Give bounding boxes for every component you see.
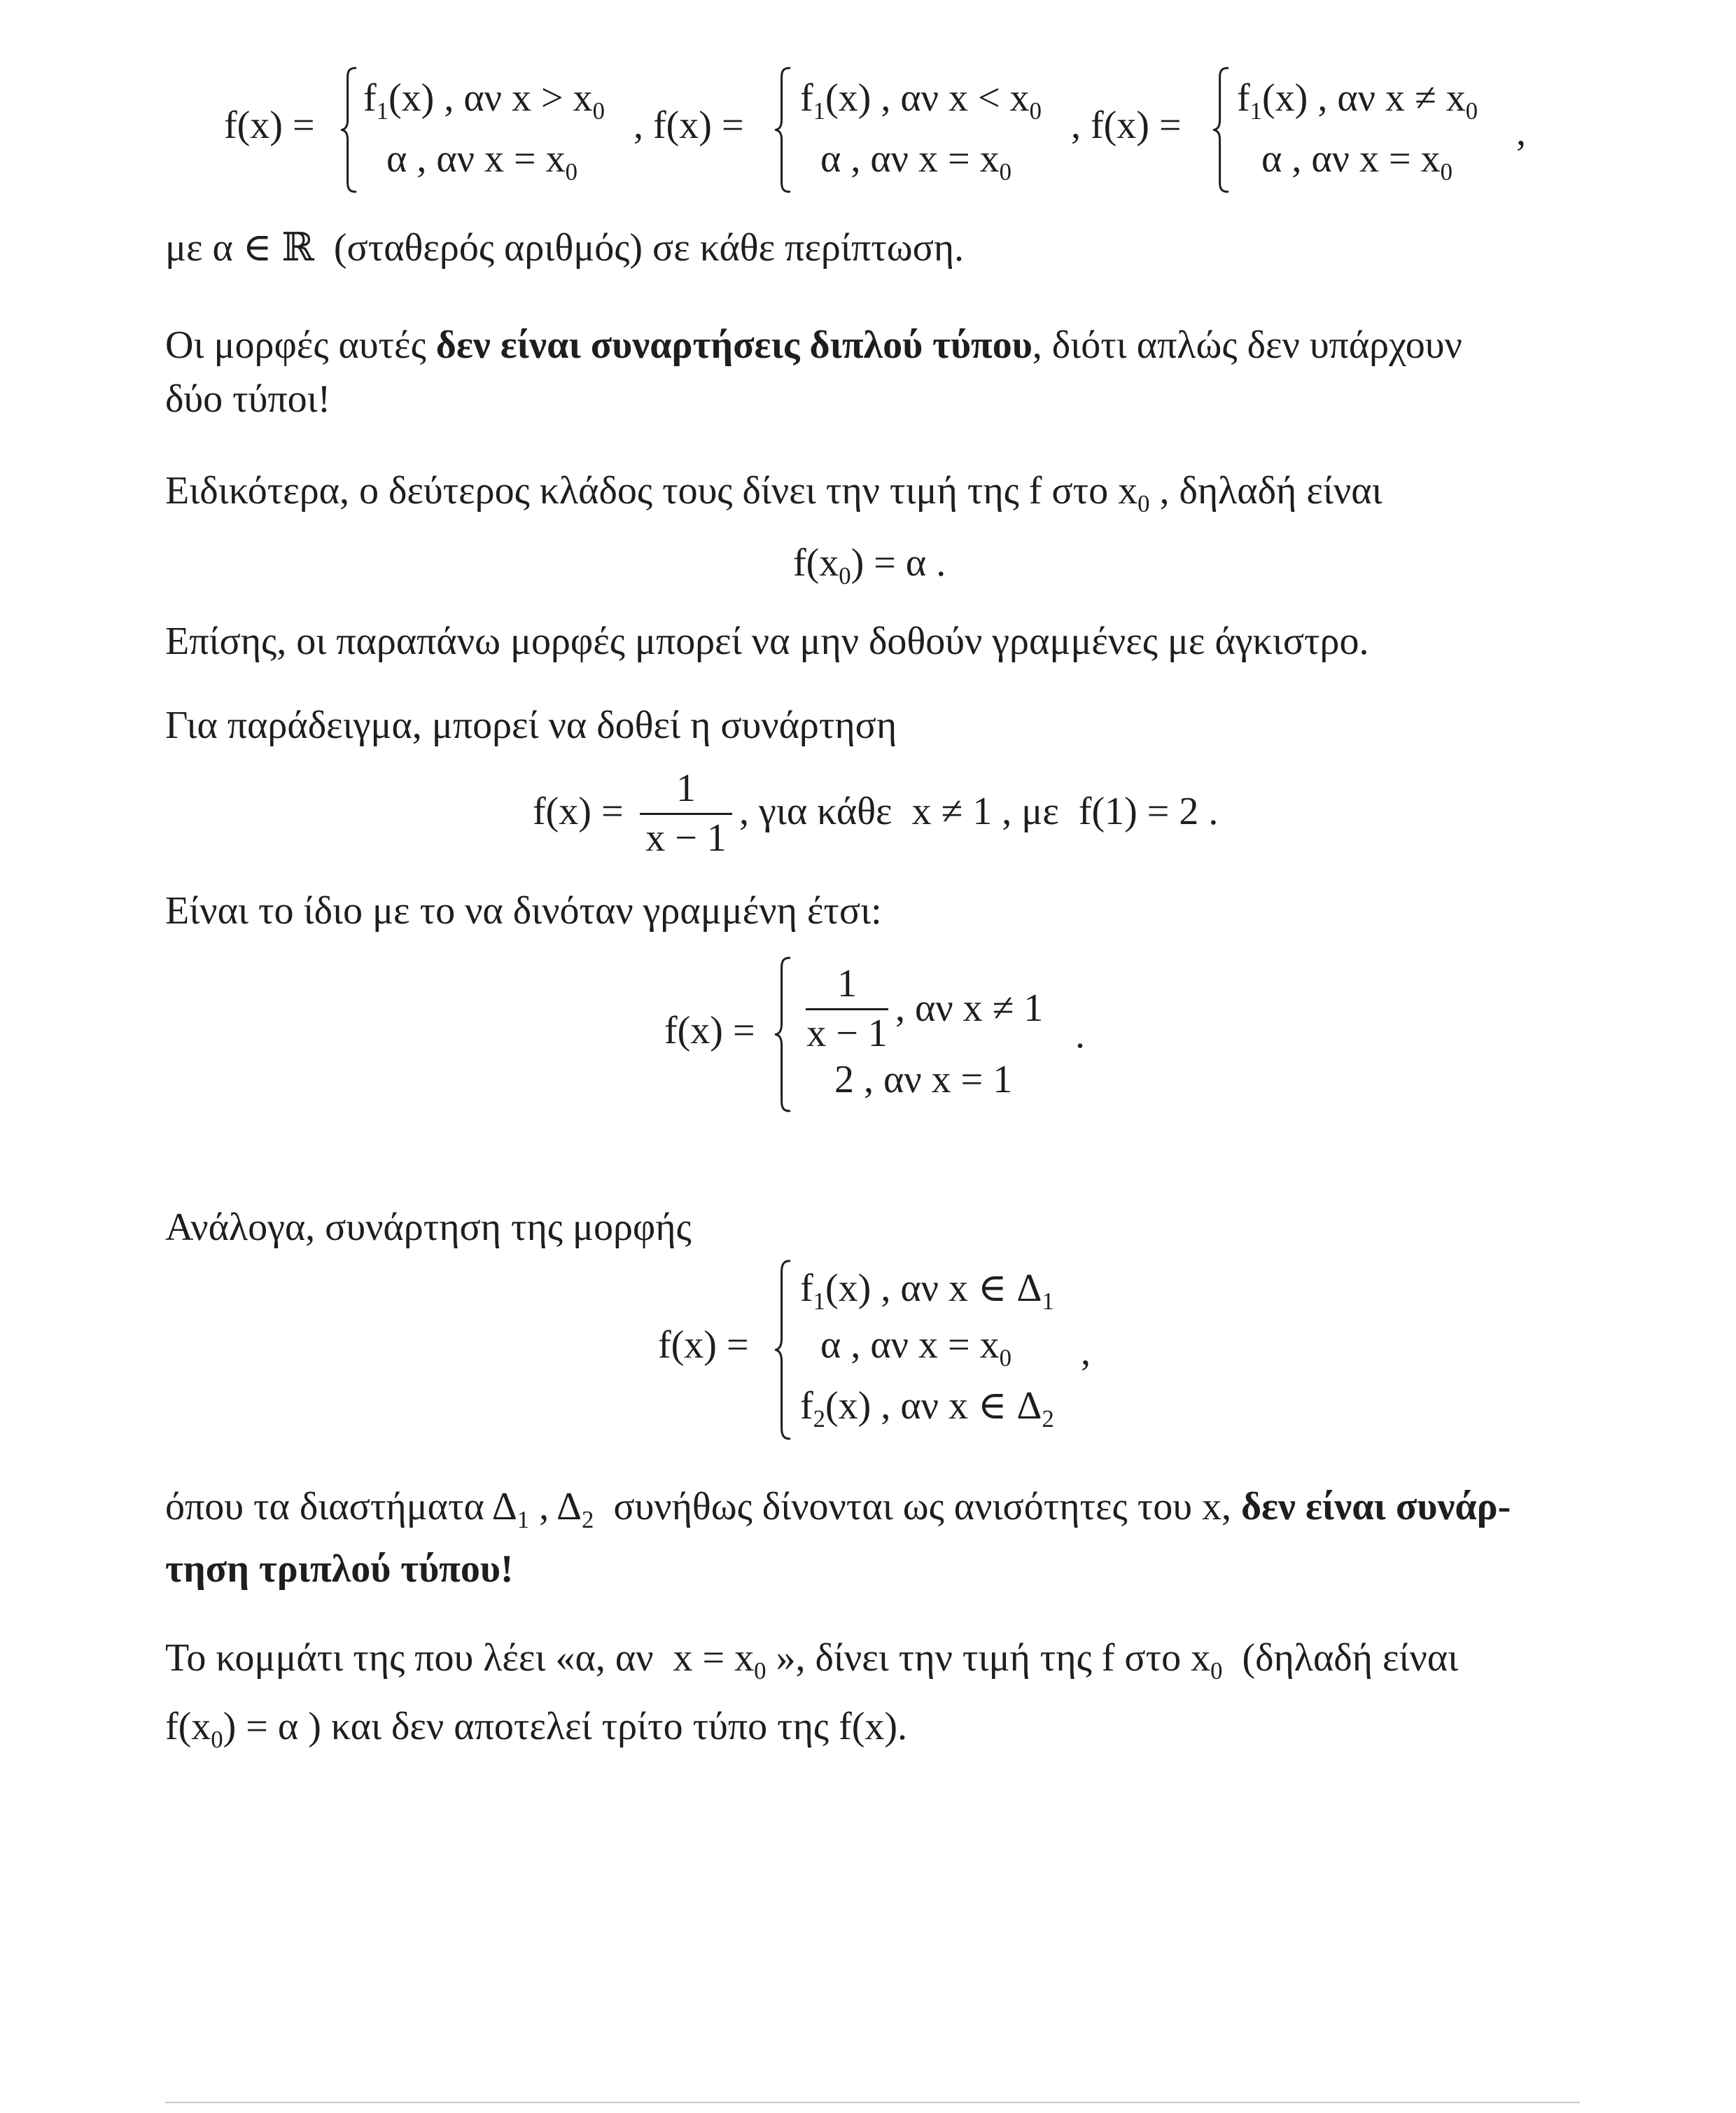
bold-emphasis: τηση τριπλού τύπου!	[165, 1547, 514, 1591]
function-lhs: , f(x) =	[1071, 104, 1182, 147]
paragraph-text: Το κομμάτι της που λέει «α, αν x = x	[165, 1636, 755, 1680]
paragraph-line: Είναι το ίδιο με το να δινόταν γραμμένη έτσι:	[165, 889, 882, 933]
subscript: 0	[999, 1344, 1011, 1372]
paragraph-text: όπου τα διαστήματα Δ	[165, 1485, 517, 1528]
paragraph-line	[165, 1636, 1459, 1685]
subscript: 2	[1042, 1404, 1054, 1432]
equation-text: ) = α .	[850, 541, 946, 585]
paragraph-text: », δίνει την τιμή της f στο x	[766, 1636, 1211, 1680]
subscript: 1	[517, 1505, 530, 1533]
case-line: 2 , αν x = 1	[834, 1058, 1013, 1101]
equation-condition: , για κάθε x ≠ 1 , με f(1) = 2 .	[739, 790, 1219, 833]
paragraph-text: Οι μορφές αυτές	[165, 323, 436, 367]
function-lhs: f(x) =	[664, 1009, 755, 1052]
subscript: 1	[1042, 1287, 1054, 1315]
case-expression: α , αν x = x	[820, 137, 1000, 181]
case-expression: α , αν x = x	[1261, 137, 1441, 181]
case-condition: , αν x ≠ 1	[895, 986, 1044, 1030]
case-expression: (x) , αν x ≠ x	[1262, 76, 1466, 120]
case-line	[1237, 78, 1478, 123]
curly-brace	[1211, 67, 1231, 193]
subscript: 0	[754, 1657, 766, 1685]
subscript: 0	[1029, 97, 1042, 125]
paragraph-line	[165, 471, 1382, 515]
subscript: 0	[565, 158, 578, 186]
curly-brace	[339, 67, 358, 193]
subscript: 1	[1250, 97, 1263, 125]
case-line	[1261, 137, 1452, 186]
subscript: 0	[1138, 489, 1150, 517]
paragraph-line: δύο τύποι!	[165, 377, 331, 421]
value-equation	[793, 541, 946, 590]
function-lhs: f(x) =	[658, 1323, 749, 1367]
bold-emphasis: δεν είναι συνάρ-	[1240, 1485, 1511, 1528]
subscript: 0	[839, 562, 851, 590]
fraction-bar	[640, 813, 732, 815]
paragraph-text: , Δ	[529, 1485, 582, 1528]
paragraph-text: f(x	[165, 1705, 211, 1748]
paragraph-line: Για παράδειγμα, μπορεί να δοθεί η συνάρτηση	[165, 704, 897, 747]
function-lhs: , f(x) =	[634, 104, 744, 147]
paragraph-line	[165, 323, 1462, 367]
subscript: 0	[211, 1725, 223, 1753]
paragraph-text: ) = α ) και δεν αποτελεί τρίτο τύπο της f(x).	[223, 1705, 908, 1748]
subscript: 1	[813, 97, 826, 125]
function-name: f	[800, 1384, 813, 1428]
subscript: 0	[1440, 158, 1452, 186]
function-name: f	[800, 1267, 813, 1310]
end-period: .	[1075, 1013, 1085, 1056]
paragraph-text: , δηλαδή είναι	[1149, 469, 1382, 512]
subscript: 1	[376, 97, 389, 125]
case-expression: (x) , αν x ∈ Δ	[825, 1384, 1042, 1428]
alpha-note: με α ∈ ℝ (σταθερός αριθμός) σε κάθε περίπτωση.	[165, 226, 965, 270]
case-expression: (x) , αν x ∈ Δ	[825, 1267, 1042, 1310]
case-expression: α , αν x = x	[820, 1323, 1000, 1367]
fraction-numerator: 1	[676, 767, 696, 810]
curly-brace	[773, 1260, 792, 1439]
subscript: 0	[1465, 97, 1478, 125]
subscript: 2	[813, 1404, 826, 1432]
case-line	[800, 78, 1042, 123]
paragraph-line: Ανάλογα, συνάρτηση της μορφής	[165, 1206, 692, 1249]
function-name: f	[800, 76, 813, 120]
paragraph-text: συνήθως δίνονται ως ανισότητες του x,	[594, 1485, 1241, 1528]
end-comma: ,	[1081, 1330, 1091, 1374]
function-name: f	[1237, 76, 1250, 120]
trailing-comma: ,	[1516, 111, 1526, 154]
fraction-denominator: x − 1	[806, 1012, 888, 1055]
paragraph-text: (δηλαδή είναι	[1222, 1636, 1459, 1680]
subscript: 0	[1210, 1657, 1223, 1685]
paragraph-line: Επίσης, οι παραπάνω μορφές μπορεί να μην δοθούν γραμμένες με άγκιστρο.	[165, 620, 1369, 663]
subscript: 1	[813, 1287, 826, 1315]
case-expression: α , αν x = x	[386, 137, 566, 181]
function-lhs: f(x) =	[533, 790, 624, 833]
bold-emphasis: δεν είναι συναρτήσεις διπλού τύπου	[435, 323, 1032, 367]
subscript: 2	[582, 1505, 594, 1533]
paragraph-text: Ειδικότερα, ο δεύτερος κλάδος τους δίνει την τιμή της f στο x	[165, 469, 1138, 512]
case-line	[820, 137, 1011, 186]
paragraph-line	[165, 1487, 1511, 1531]
paragraph-text: , διότι απλώς δεν υπάρχουν	[1032, 323, 1462, 367]
subscript: 0	[999, 158, 1011, 186]
case-line	[800, 1386, 1054, 1430]
equation-text: f(x	[793, 541, 839, 585]
function-name: f	[363, 76, 377, 120]
case-expression: (x) , αν x > x	[388, 76, 593, 120]
subscript: 0	[592, 97, 605, 125]
paragraph-line	[165, 1549, 514, 1589]
fraction	[640, 769, 732, 858]
fraction-denominator: x − 1	[645, 816, 727, 860]
case-line	[363, 78, 605, 123]
curly-brace	[773, 67, 792, 193]
case-line	[800, 1269, 1054, 1313]
paragraph-line	[165, 1707, 907, 1751]
fraction-bar	[806, 1008, 888, 1010]
footer-rule	[165, 2102, 1580, 2103]
case-expression: (x) , αν x < x	[825, 76, 1030, 120]
fraction-numerator: 1	[837, 962, 857, 1005]
fraction	[806, 964, 888, 1053]
case-line	[386, 137, 578, 186]
curly-brace	[773, 957, 792, 1112]
function-lhs: f(x) =	[224, 104, 315, 147]
case-line	[820, 1323, 1011, 1372]
